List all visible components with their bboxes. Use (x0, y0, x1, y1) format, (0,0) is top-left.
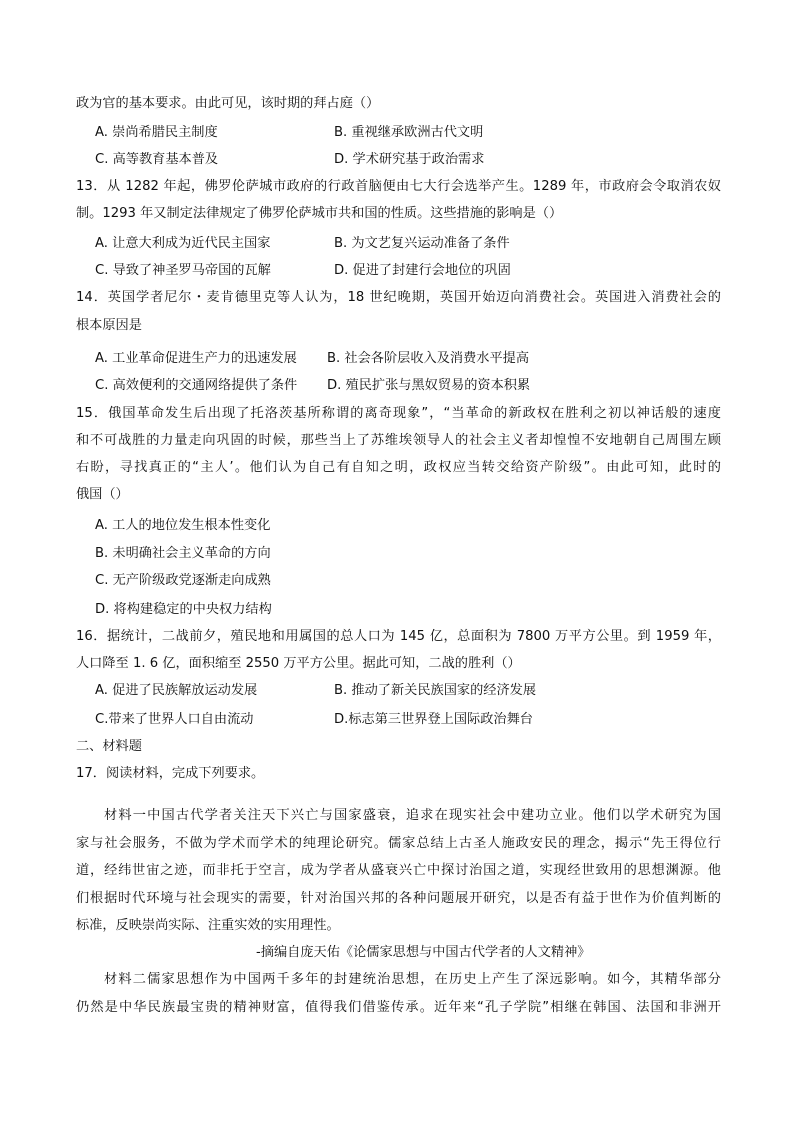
q12-stem-tail: 政为官的基本要求。由此可见，该时期的拜占庭（） (76, 96, 380, 111)
q14-option-d: D. 殖民扩张与黑奴贸易的资本积累 (327, 378, 531, 393)
material2-line1: 材料二儒家思想作为中国两千多年的封建统治思想，在历史上产生了深远影响。如今，其精华部分 (104, 972, 721, 987)
q16-option-d: D.标志第三世界登上国际政治舞台 (334, 712, 533, 727)
q15-option-d: D. 将构建稳定的中央权力结构 (95, 602, 272, 617)
q13-option-b: B. 为文艺复兴运动准备了条件 (334, 236, 510, 251)
q16-option-b: B. 推动了新关民族国家的经济发展 (334, 683, 537, 698)
q14-option-c: C. 高效便利的交通网络提供了条件 (95, 378, 298, 393)
q13-option-a: A. 让意大利成为近代民主国家 (95, 236, 271, 251)
q13-option-d: D. 促进了封建行会地位的巩固 (334, 263, 511, 278)
material1-line3: 道，经纬世宙之迹，而非托于空言，成为学者从盛衰兴亡中探讨治国之道，实现经世致用的思想渊源。他 (76, 863, 721, 878)
q12-option-c: C. 高等教育基本普及 (95, 152, 219, 167)
q13-stem-line2: 制。1293 年又制定法律规定了佛罗伦萨城市共和国的性质。这些措施的影响是（） (76, 206, 563, 221)
q13-option-c: C. 导致了神圣罗马帝国的瓦解 (95, 263, 271, 278)
material1-line5: 标准，反映崇尚实际、注重实效的实用理性。 (76, 918, 340, 933)
material2-line2: 仍然是中华民族最宝贵的精神财富，值得我们借鉴传承。近年来“孔子学院”相继在韩国、法国和非洲开 (76, 1000, 721, 1015)
material1-line2: 家与社会服务，不做为学术而学术的纯理论研究。儒家总结上古圣人施政安民的理念，揭示“先王得位行 (76, 836, 721, 851)
q16-option-c: C.带来了世界人口自由流动 (95, 712, 254, 727)
q14-option-b: B. 社会各阶层收入及消费水平提高 (327, 351, 530, 366)
q15-stem-line4: 俄国（） (76, 487, 129, 502)
q17-stem: 17．阅读材料，完成下列要求。 (76, 766, 265, 781)
q14-stem-line2: 根本原因是 (76, 318, 142, 333)
material1-line4: 们根据时代环境与社会现实的需要，针对治国兴邦的各种问题展开研究，以是否有益于世作为价值判断的 (76, 891, 721, 906)
material1-attribution: -摘编自庞天佑《论儒家思想与中国古代学者的人文精神》 (256, 945, 591, 960)
q12-option-b: B. 重视继承欧洲古代文明 (334, 125, 484, 140)
q16-option-a: A. 促进了民族解放运动发展 (95, 683, 258, 698)
q15-option-c: C. 无产阶级政党逐渐走向成熟 (95, 573, 271, 588)
q14-stem-line1: 14．英国学者尼尔・麦肯德里克等人认为，18 世纪晚期，英国开始迈向消费社会。英国进入消费社会的 (76, 290, 721, 305)
q16-stem-line1: 16．据统计，二战前夕，殖民地和用属国的总人口为 145 亿，总面积为 7800 万平方公里。到 1959 年， (76, 629, 721, 644)
material1-line1: 材料一中国古代学者关注天下兴亡与国家盛衰，追求在现实社会中建功立业。他们以学术研究为国 (104, 808, 721, 823)
q13-stem-line1: 13．从 1282 年起，佛罗伦萨城市政府的行政首脑便由七大行会选举产生。1289 年，市政府会令取消农奴 (76, 179, 721, 194)
q12-option-d: D. 学术研究基于政治需求 (334, 152, 485, 167)
q15-option-b: B. 未明确社会主义革命的方向 (95, 546, 271, 561)
q15-stem-line1: 15．俄国革命发生后出现了托洛茨基所称谓的离奇现象”，“当革命的新政权在胜利之初以神话般的速度 (76, 406, 721, 421)
q15-stem-line2: 和不可战胜的力量走向巩固的时候，那些当上了苏维埃领导人的社会主义者却惶惶不安地朝自己周围左顾 (76, 433, 721, 448)
q14-option-a: A. 工业革命促进生产力的迅速发展 (95, 351, 297, 366)
section-heading: 二、材料题 (76, 739, 142, 754)
q12-option-a: A. 崇尚希腊民主制度 (95, 125, 218, 140)
q15-option-a: A. 工人的地位发生根本性变化 (95, 518, 271, 533)
q16-stem-line2: 人口降至 1. 6 亿，面积缩至 2550 万平方公里。据此可知，二战的胜利（） (76, 656, 521, 671)
q15-stem-line3: 右盼，寻找真正的“主人’。他们认为自己有自知之明，政权应当转交给资产阶级”。由此可知，此时的 (76, 460, 721, 475)
